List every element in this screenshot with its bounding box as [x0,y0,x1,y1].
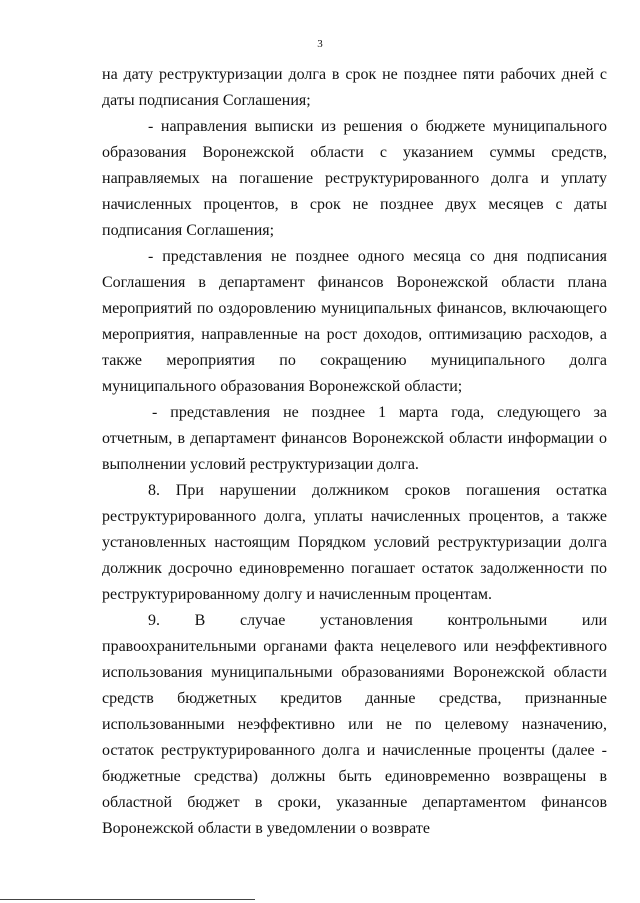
paragraph-bullet-report: - представления не позднее 1 марта года, следующего за отчетным, в департамент финансов Воронежской области информации о выполнении условий реструктуризации долга. [102,404,607,473]
paragraph-bullet-statement: - направления выписки из решения о бюджете муниципального образования Воронежской области с указанием суммы средств, направляемых на погашение реструктурированного долга и уплату начисленных процентов, в срок не позднее двух месяцев с даты подписания Соглашения; [102,118,607,239]
paragraph-continuation: на дату реструктуризации долга в срок не позднее пяти рабочих дней с даты подписания Соглашения; [102,66,607,109]
paragraph-clause-8: 8. При нарушении должником сроков погашения остатка реструктурированного долга, уплаты начисленных процентов, а также установленных настоящим Порядком условий реструктуризации долга должник досрочно единовременно погашает остаток задолженности по реструктурированному долгу и начисленным процентам. [102,482,607,603]
footer-divider [0,899,255,900]
page-number: 3 [317,38,323,50]
paragraph-bullet-plan: - представления не позднее одного месяца со дня подписания Соглашения в департамент финансов Воронежской области плана мероприятий по оздоровлению муниципальных финансов, включающего мероприятия, направленные на рост доходов, оптимизацию расходов, а также мероприятия по сокращению муниципального долга муниципального образования Воронежской области; [102,248,607,395]
paragraph-clause-9: 9. В случае установления контрольными или правоохранительными органами факта нецелевого или неэффективного использования муниципальными образованиями Воронежской области средств бюджетных кредитов данные средства, признанные использованными неэффективно или не по целевому назначению, остаток реструктурированного долга и начисленные проценты (далее - бюджетные средства) должны быть единовременно возвращены в областной бюджет в сроки, указанные департаментом финансов Воронежской области в уведомлении о возврате [102,612,607,837]
document-body [102,62,607,842]
